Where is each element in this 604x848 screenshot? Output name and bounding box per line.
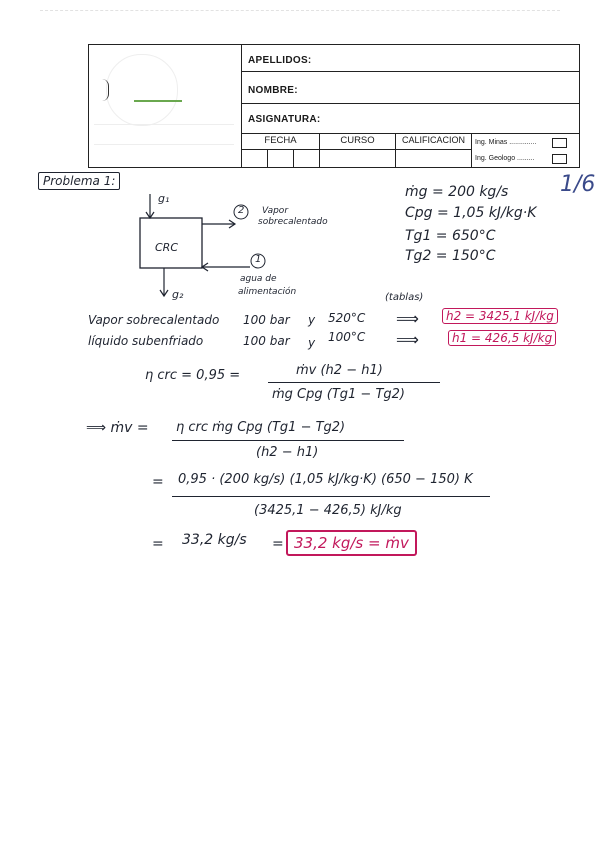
eq1-fraction-bar [268,382,440,383]
liquid-state-text: líquido subenfriado [88,334,204,348]
eq2-fraction-bar [172,440,404,441]
ing-geologo-label: Ing. Geologo ......... [475,155,535,162]
apellidos-label: APELLIDOS: [248,55,312,66]
fecha-cell [242,134,320,168]
port2-label-1: Vapor [262,206,289,216]
liquid-temp: 100°C [328,330,366,344]
liquid-pressure: 100 bar [243,334,290,348]
vapor-temp: 520°C [328,311,366,325]
ing-minas-checkbox[interactable] [552,138,567,148]
eq4-equals-2: = [272,536,284,552]
h1-result: h1 = 426,5 kJ/kg [448,330,556,346]
data-cpg: Cpg = 1,05 kJ/kg·K [405,205,537,221]
crc-box-label: CRC [155,241,179,254]
eq3-numerator: 0,95 · (200 kg/s) (1,05 kJ/kg·K) (650 − 150) K [178,472,473,487]
ing-minas-label: Ing. Minas .............. [475,139,537,146]
calificacion-label: CALIFICACION [396,134,471,150]
university-logo [88,44,242,168]
tables-note: (tablas) [385,292,424,303]
eq2-numerator: η crc ṁg Cpg (Tg1 − Tg2) [176,420,346,435]
score: 1/6 [560,172,596,197]
nombre-row [242,72,580,104]
port2-number: 2 [238,205,245,216]
vapor-pressure: 100 bar [243,313,290,327]
liquid-arrow: ⟹ [396,330,419,349]
calificacion-cell [396,134,472,168]
nombre-label: NOMBRE: [248,85,298,96]
vapor-arrow: ⟹ [396,309,419,328]
data-tg2: Tg2 = 150°C [405,248,496,264]
fecha-label: FECHA [242,134,319,150]
port2-label-2: sobrecalentado [258,217,328,227]
eq1-lhs: η crc = 0,95 = [145,368,241,383]
gas-in-label: g₁ [158,192,170,205]
eq1-denominator: ṁg Cpg (Tg1 − Tg2) [272,387,405,402]
degree-cell [472,134,580,168]
port1-label-1: agua de [240,274,277,284]
eq4-equals: = [152,536,164,552]
port1-label-2: alimentación [238,287,297,297]
eq3-fraction-bar [172,496,490,497]
eq3-equals: = [152,474,164,490]
eq1-numerator: ṁv (h2 − h1) [296,363,383,378]
h2-result: h2 = 3425,1 kJ/kg [442,308,558,324]
eq3-denominator: (3425,1 − 426,5) kJ/kg [254,503,402,518]
eq2-denominator: (h2 − h1) [256,445,319,460]
apellidos-row [242,44,580,72]
liquid-y: y [308,336,316,350]
vapor-y: y [308,313,316,327]
data-mg: ṁg = 200 kg/s [405,184,509,200]
gas-out-label: g₂ [172,288,184,301]
scan-bleed-line [40,10,560,25]
eq2-lhs: ⟹ ṁv = [86,420,149,436]
curso-label: CURSO [320,134,395,150]
pen-mark [102,79,109,101]
vapor-state-text: Vapor sobrecalentado [88,313,220,327]
asignatura-label: ASIGNATURA: [248,114,321,125]
eq4-value: 33,2 kg/s [182,532,247,548]
problem-title: Problema 1: [38,172,120,190]
final-result: 33,2 kg/s = ṁv [286,530,417,556]
data-tg1: Tg1 = 650°C [405,228,496,244]
curso-cell [320,134,396,168]
port1-number: 1 [255,254,262,265]
ing-geologo-checkbox[interactable] [552,154,567,164]
asignatura-row [242,104,580,134]
